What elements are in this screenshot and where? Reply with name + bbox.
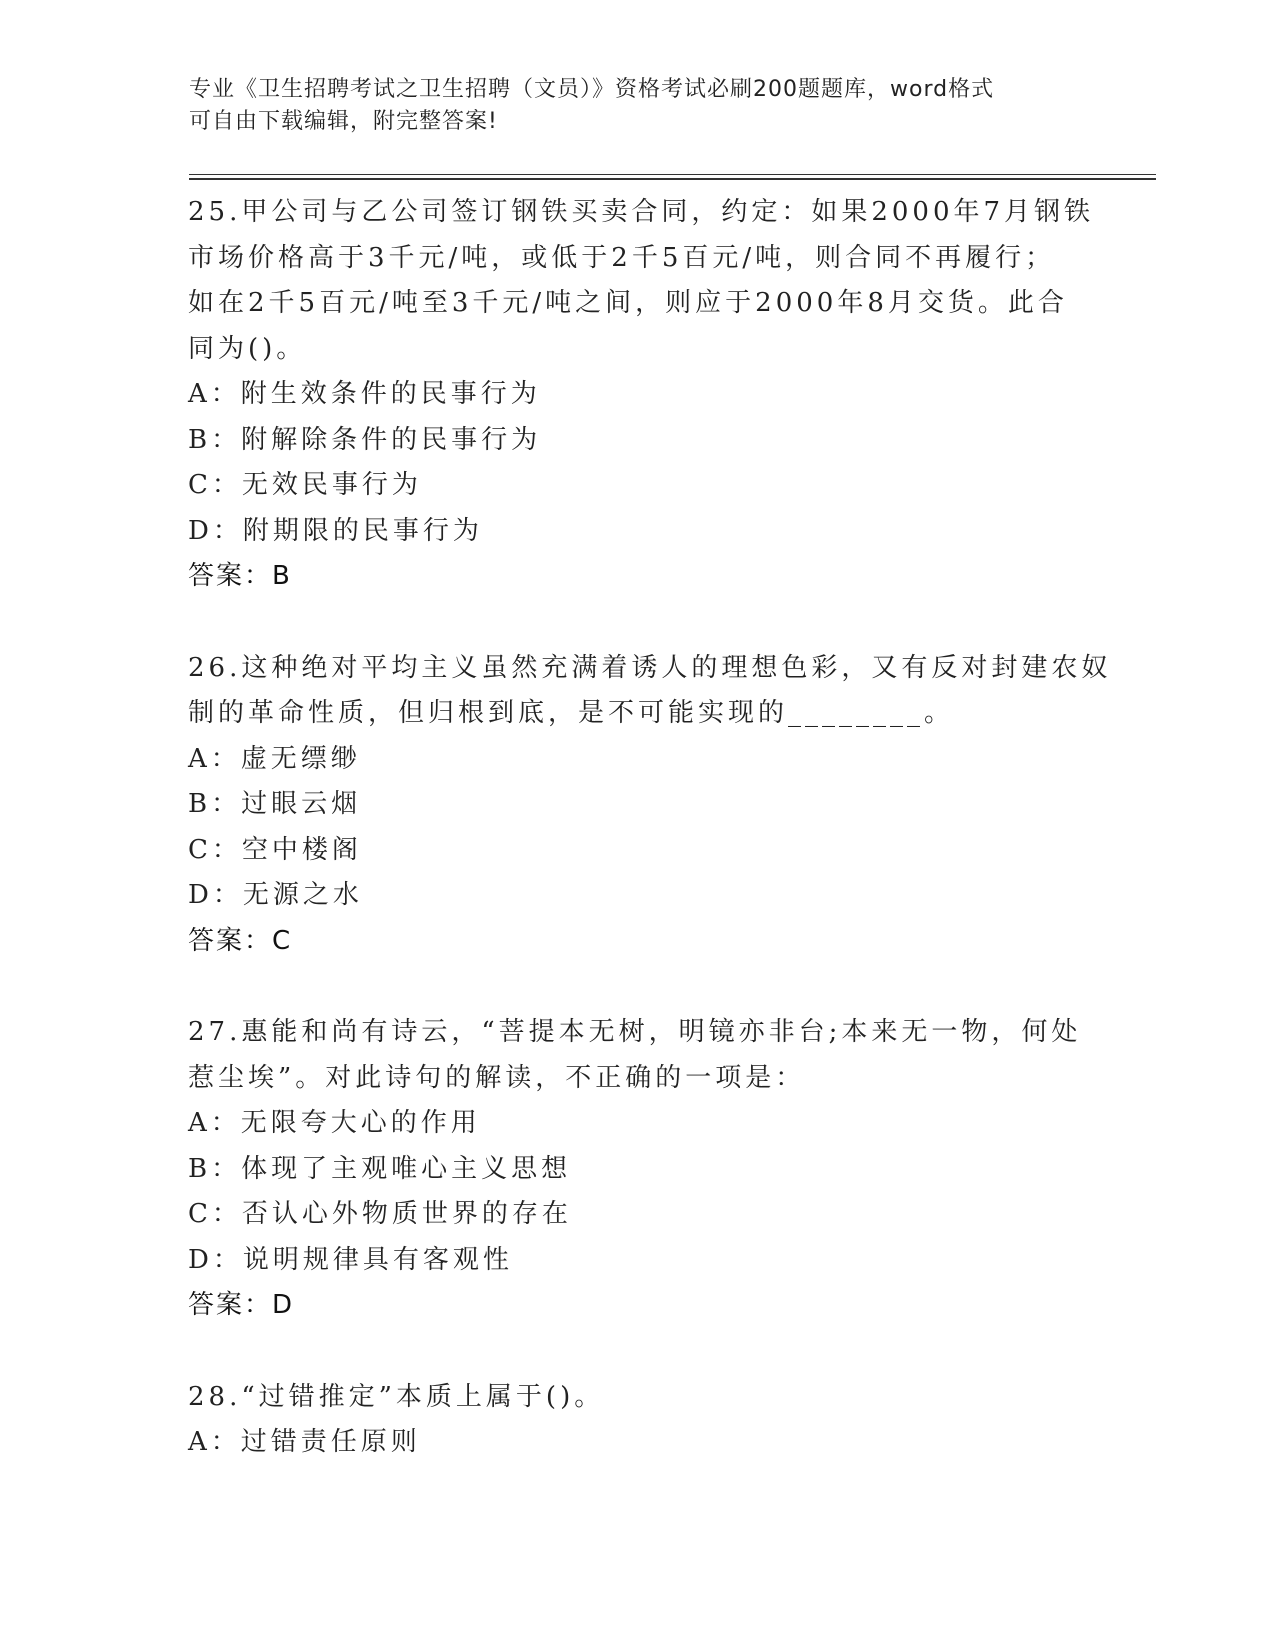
question-list xyxy=(188,190,1112,1512)
question-27 xyxy=(188,1010,1088,1329)
question-26 xyxy=(188,646,1112,965)
option-b: B：附解除条件的民事行为 xyxy=(188,424,542,455)
option-b: B：过眼云烟 xyxy=(188,789,362,819)
option-d: D：无源之水 xyxy=(188,880,363,910)
answer-line: 答案：C xyxy=(188,925,293,956)
option-a: A：虚无缥缈 xyxy=(188,743,361,774)
question-stem-line: 同为()。 xyxy=(188,333,307,364)
question-28 xyxy=(188,1375,1088,1466)
option-a: A：附生效条件的民事行为 xyxy=(188,379,541,409)
question-stem-line: 市场价格高于3千元/吨，或低于2千5百元/吨，则合同不再履行； xyxy=(188,242,1056,273)
option-c: C：无效民事行为 xyxy=(188,470,422,500)
answer-line: 答案：B xyxy=(188,561,292,591)
question-stem-line: 惹尘埃”。对此诗句的解读，不正确的一项是： xyxy=(188,1062,806,1093)
option-b: B：体现了主观唯心主义思想 xyxy=(188,1153,572,1184)
header-divider-thick xyxy=(189,178,1156,180)
option-d: D：说明规律具有客观性 xyxy=(188,1244,513,1275)
header-line-2: 可自由下载编辑，附完整答案! xyxy=(189,109,498,134)
question-stem-line: 制的革命性质，但归根到底，是不可能实现的________。 xyxy=(188,698,955,728)
option-a: A：过错责任原则 xyxy=(188,1427,421,1457)
header-divider-thin xyxy=(189,174,1156,175)
question-stem-line: 26.这种绝对平均主义虽然充满着诱人的理想色彩，又有反对封建农奴 xyxy=(188,652,1112,683)
question-stem-line: 28.“过错推定”本质上属于()。 xyxy=(188,1381,605,1412)
option-d: D：附期限的民事行为 xyxy=(188,515,483,546)
question-25 xyxy=(188,190,1095,600)
question-stem-line: 27.惠能和尚有诗云，“菩提本无树，明镜亦非台;本来无一物，何处 xyxy=(188,1017,1082,1047)
option-c: C：空中楼阁 xyxy=(188,834,362,865)
header-line-1: 专业《卫生招聘考试之卫生招聘（文员）》资格考试必刷200题题库，word格式 xyxy=(189,77,995,102)
option-c: C：否认心外物质世界的存在 xyxy=(188,1199,572,1229)
question-stem-line: 25.甲公司与乙公司签订钢铁买卖合同，约定：如果2000年7月钢铁 xyxy=(188,197,1095,227)
document-header xyxy=(189,74,1069,138)
option-a: A：无限夸大心的作用 xyxy=(188,1108,481,1138)
question-stem-line: 如在2千5百元/吨至3千元/吨之间，则应于2000年8月交货。此合 xyxy=(188,288,1068,318)
answer-line: 答案：D xyxy=(188,1290,295,1320)
